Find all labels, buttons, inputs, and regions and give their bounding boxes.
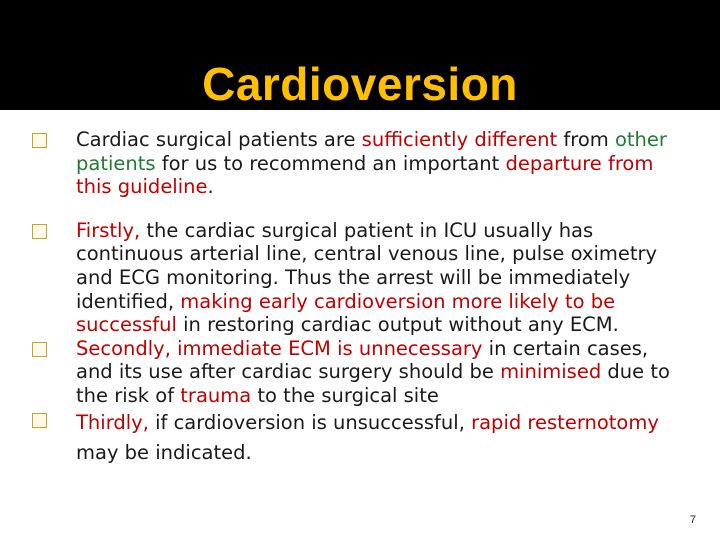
square-bullet-icon: [32, 342, 47, 357]
bullet-text-emphasis: rapid resternotomy: [471, 410, 659, 434]
bullet-item: [30, 337, 680, 408]
bullet-text-green: other patients: [76, 128, 667, 175]
bullet-text: for us to recommend an important: [155, 151, 506, 175]
bullet-text-emphasis: Thirdly,: [76, 410, 149, 434]
bullet-text-emphasis: minimised: [500, 360, 602, 384]
square-bullet-icon: [32, 133, 47, 148]
bullet-text: from: [557, 128, 615, 151]
bullet-item: [30, 128, 680, 199]
bullet-text: in restoring cardiac output without any ECM.: [176, 313, 619, 337]
bullet-text-emphasis: Firstly,: [76, 218, 141, 242]
bullet-text: due to the risk of: [76, 360, 670, 407]
bullet-text-emphasis: departure from this guideline: [76, 151, 654, 199]
bullet-text: Cardiac surgical patients are: [76, 128, 362, 151]
square-bullet-icon: [32, 224, 47, 239]
bullet-list: [30, 128, 680, 468]
page-number: 7: [689, 514, 696, 526]
bullet-text: to the surgical site: [251, 383, 439, 407]
bullet-item: [30, 408, 680, 468]
bullet-text: may be indicated.: [76, 440, 252, 464]
bullet-text-emphasis: sufficiently different: [361, 128, 558, 151]
bullet-text: the cardiac surgical patient in ICU usually has continuous arterial line, central venous line, pulse oximetry and ECG monitoring. Thus the arrest will be immediately identified,: [76, 218, 658, 313]
bullet-text-emphasis: Secondly, immediate ECM is unnecessary: [76, 336, 483, 360]
bullet-text: in certain cases, and its use after cardiac surgery should be: [76, 336, 649, 384]
bullet-text: .: [207, 175, 214, 199]
bullet-text: if cardioversion is unsuccessful,: [148, 410, 472, 434]
bullet-text-emphasis: trauma: [180, 383, 252, 407]
bullet-item: [30, 219, 680, 337]
slide-title: Cardioversion: [202, 58, 518, 110]
square-bullet-icon: [32, 413, 47, 428]
bullet-text-emphasis: making early cardioversion more likely to be successful: [76, 289, 616, 337]
